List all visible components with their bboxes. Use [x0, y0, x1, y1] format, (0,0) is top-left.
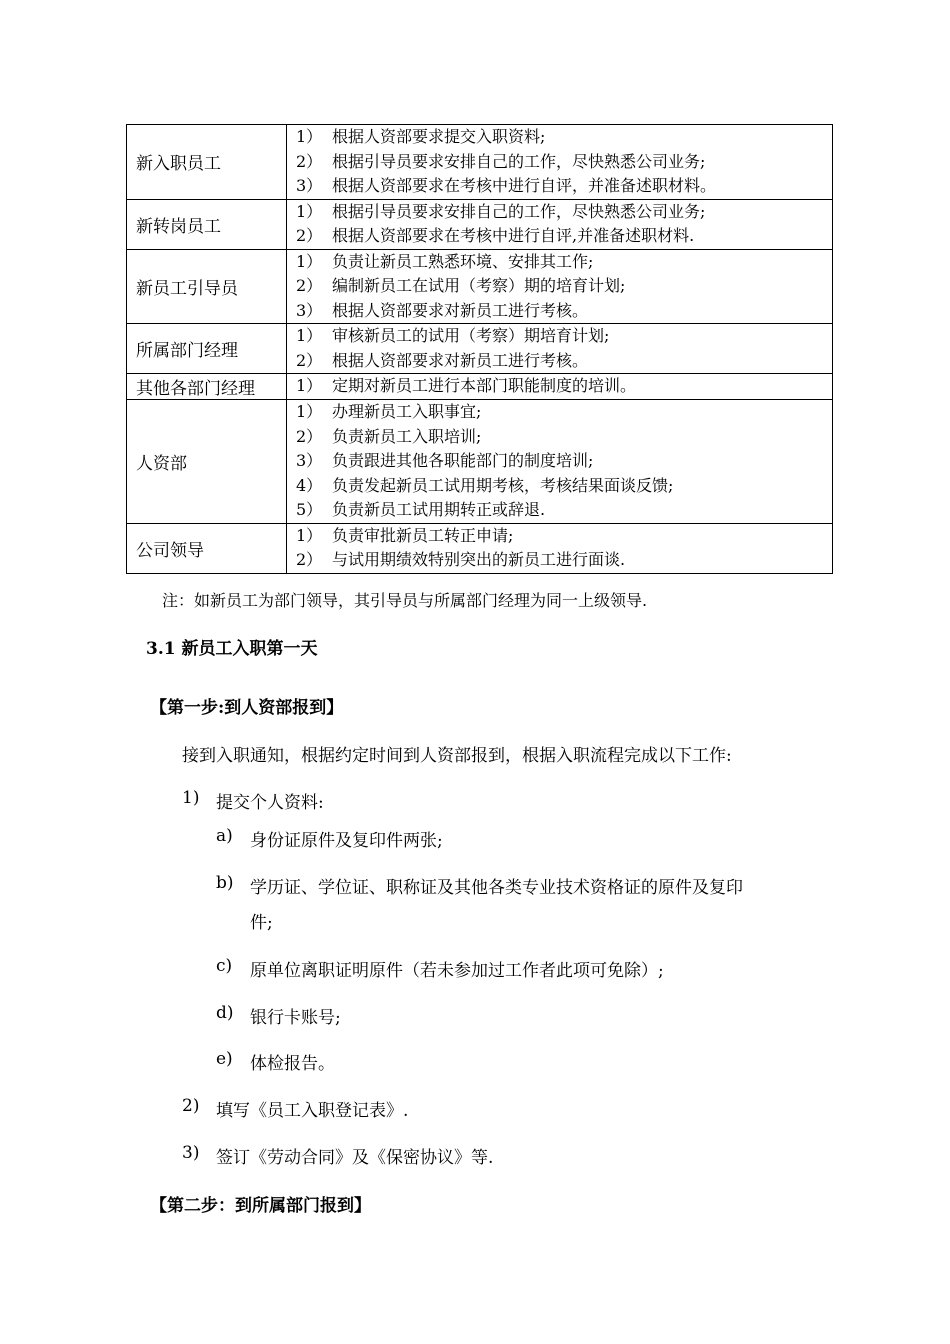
- role-cell: 新员工引导员: [127, 249, 287, 324]
- duty-item: 5） 负责新员工试用期转正或辞退.: [296, 500, 546, 519]
- duty-item: 3） 根据人资部要求对新员工进行考核。: [296, 300, 589, 320]
- duties-cell: [287, 199, 833, 249]
- duties-cell: [287, 324, 833, 374]
- duty-item: 2） 根据引导员要求安排自己的工作，尽快熟悉公司业务;: [296, 151, 706, 171]
- list-item: 3) 签订《劳动合同》及《保密协议》等.: [182, 1143, 494, 1168]
- role-cell: 所属部门经理: [127, 324, 287, 374]
- table-row: [127, 523, 833, 573]
- duty-item: 4） 负责发起新员工试用期考核，考核结果面谈反馈;: [296, 475, 674, 495]
- section-heading: 3.1 新员工入职第一天: [146, 639, 318, 659]
- sub-list-item: e) 体检报告。: [216, 1049, 335, 1074]
- table-row: [127, 249, 833, 324]
- step1-heading: 【第一步:到人资部报到】: [150, 698, 344, 718]
- duty-item: 1） 定期对新员工进行本部门职能制度的培训。: [296, 376, 637, 396]
- duties-cell: [287, 249, 833, 324]
- table-row: [127, 125, 833, 200]
- role-cell: 其他各部门经理: [127, 374, 287, 400]
- duty-item: 1） 负责审批新员工转正申请;: [296, 525, 514, 545]
- sub-list-item: c) 原单位离职证明原件（若未参加过工作者此项可免除）;: [216, 956, 664, 981]
- sub-list-item: d) 银行卡账号;: [216, 1003, 341, 1028]
- table-note: 注：如新员工为部门领导，其引导员与所属部门经理为同一上级领导.: [162, 591, 648, 610]
- duty-item: 2） 编制新员工在试用（考察）期的培育计划;: [296, 276, 626, 295]
- duties-cell: [287, 523, 833, 573]
- duties-cell: [287, 400, 833, 524]
- duty-item: 2） 与试用期绩效特别突出的新员工进行面谈.: [296, 550, 626, 569]
- duty-item: 1） 根据人资部要求提交入职资料;: [296, 127, 546, 146]
- role-cell: 人资部: [127, 400, 287, 524]
- duty-item: 1） 负责让新员工熟悉环境、安排其工作;: [296, 251, 594, 271]
- table-row: [127, 199, 833, 249]
- role-cell: 新转岗员工: [127, 199, 287, 249]
- table-row: [127, 400, 833, 524]
- responsibility-table: [126, 124, 833, 574]
- sub-list-item: b) 学历证、学位证、职称证及其他各类专业技术资格证的原件及复印: [216, 873, 743, 898]
- sub-list-item-continuation: 件;: [250, 913, 273, 933]
- duty-item: 3） 负责跟进其他各职能部门的制度培训;: [296, 451, 594, 470]
- role-cell: 公司领导: [127, 523, 287, 573]
- duty-item: 1） 办理新员工入职事宜;: [296, 402, 482, 421]
- duty-item: 1） 审核新员工的试用（考察）期培育计划;: [296, 326, 610, 345]
- duty-item: 2） 根据人资部要求在考核中进行自评,并准备述职材料.: [296, 226, 695, 245]
- table-row: [127, 324, 833, 374]
- role-cell: 新入职员工: [127, 125, 287, 200]
- duties-cell: [287, 125, 833, 200]
- duty-item: 2） 根据人资部要求对新员工进行考核。: [296, 350, 589, 370]
- duties-cell: [287, 374, 833, 400]
- duty-item: 2） 负责新员工入职培训;: [296, 426, 482, 446]
- sub-list-item: a) 身份证原件及复印件两张;: [216, 826, 443, 851]
- list-item: 2) 填写《员工入职登记表》.: [182, 1096, 409, 1121]
- step2-heading: 【第二步：到所属部门报到】: [150, 1196, 371, 1216]
- step1-intro: 接到入职通知，根据约定时间到人资部报到，根据入职流程完成以下工作:: [182, 746, 732, 766]
- list-item: 1) 提交个人资料:: [182, 788, 324, 813]
- table-row: [127, 374, 833, 400]
- duty-item: 1） 根据引导员要求安排自己的工作，尽快熟悉公司业务;: [296, 201, 706, 221]
- duty-item: 3） 根据人资部要求在考核中进行自评，并准备述职材料。: [296, 176, 717, 195]
